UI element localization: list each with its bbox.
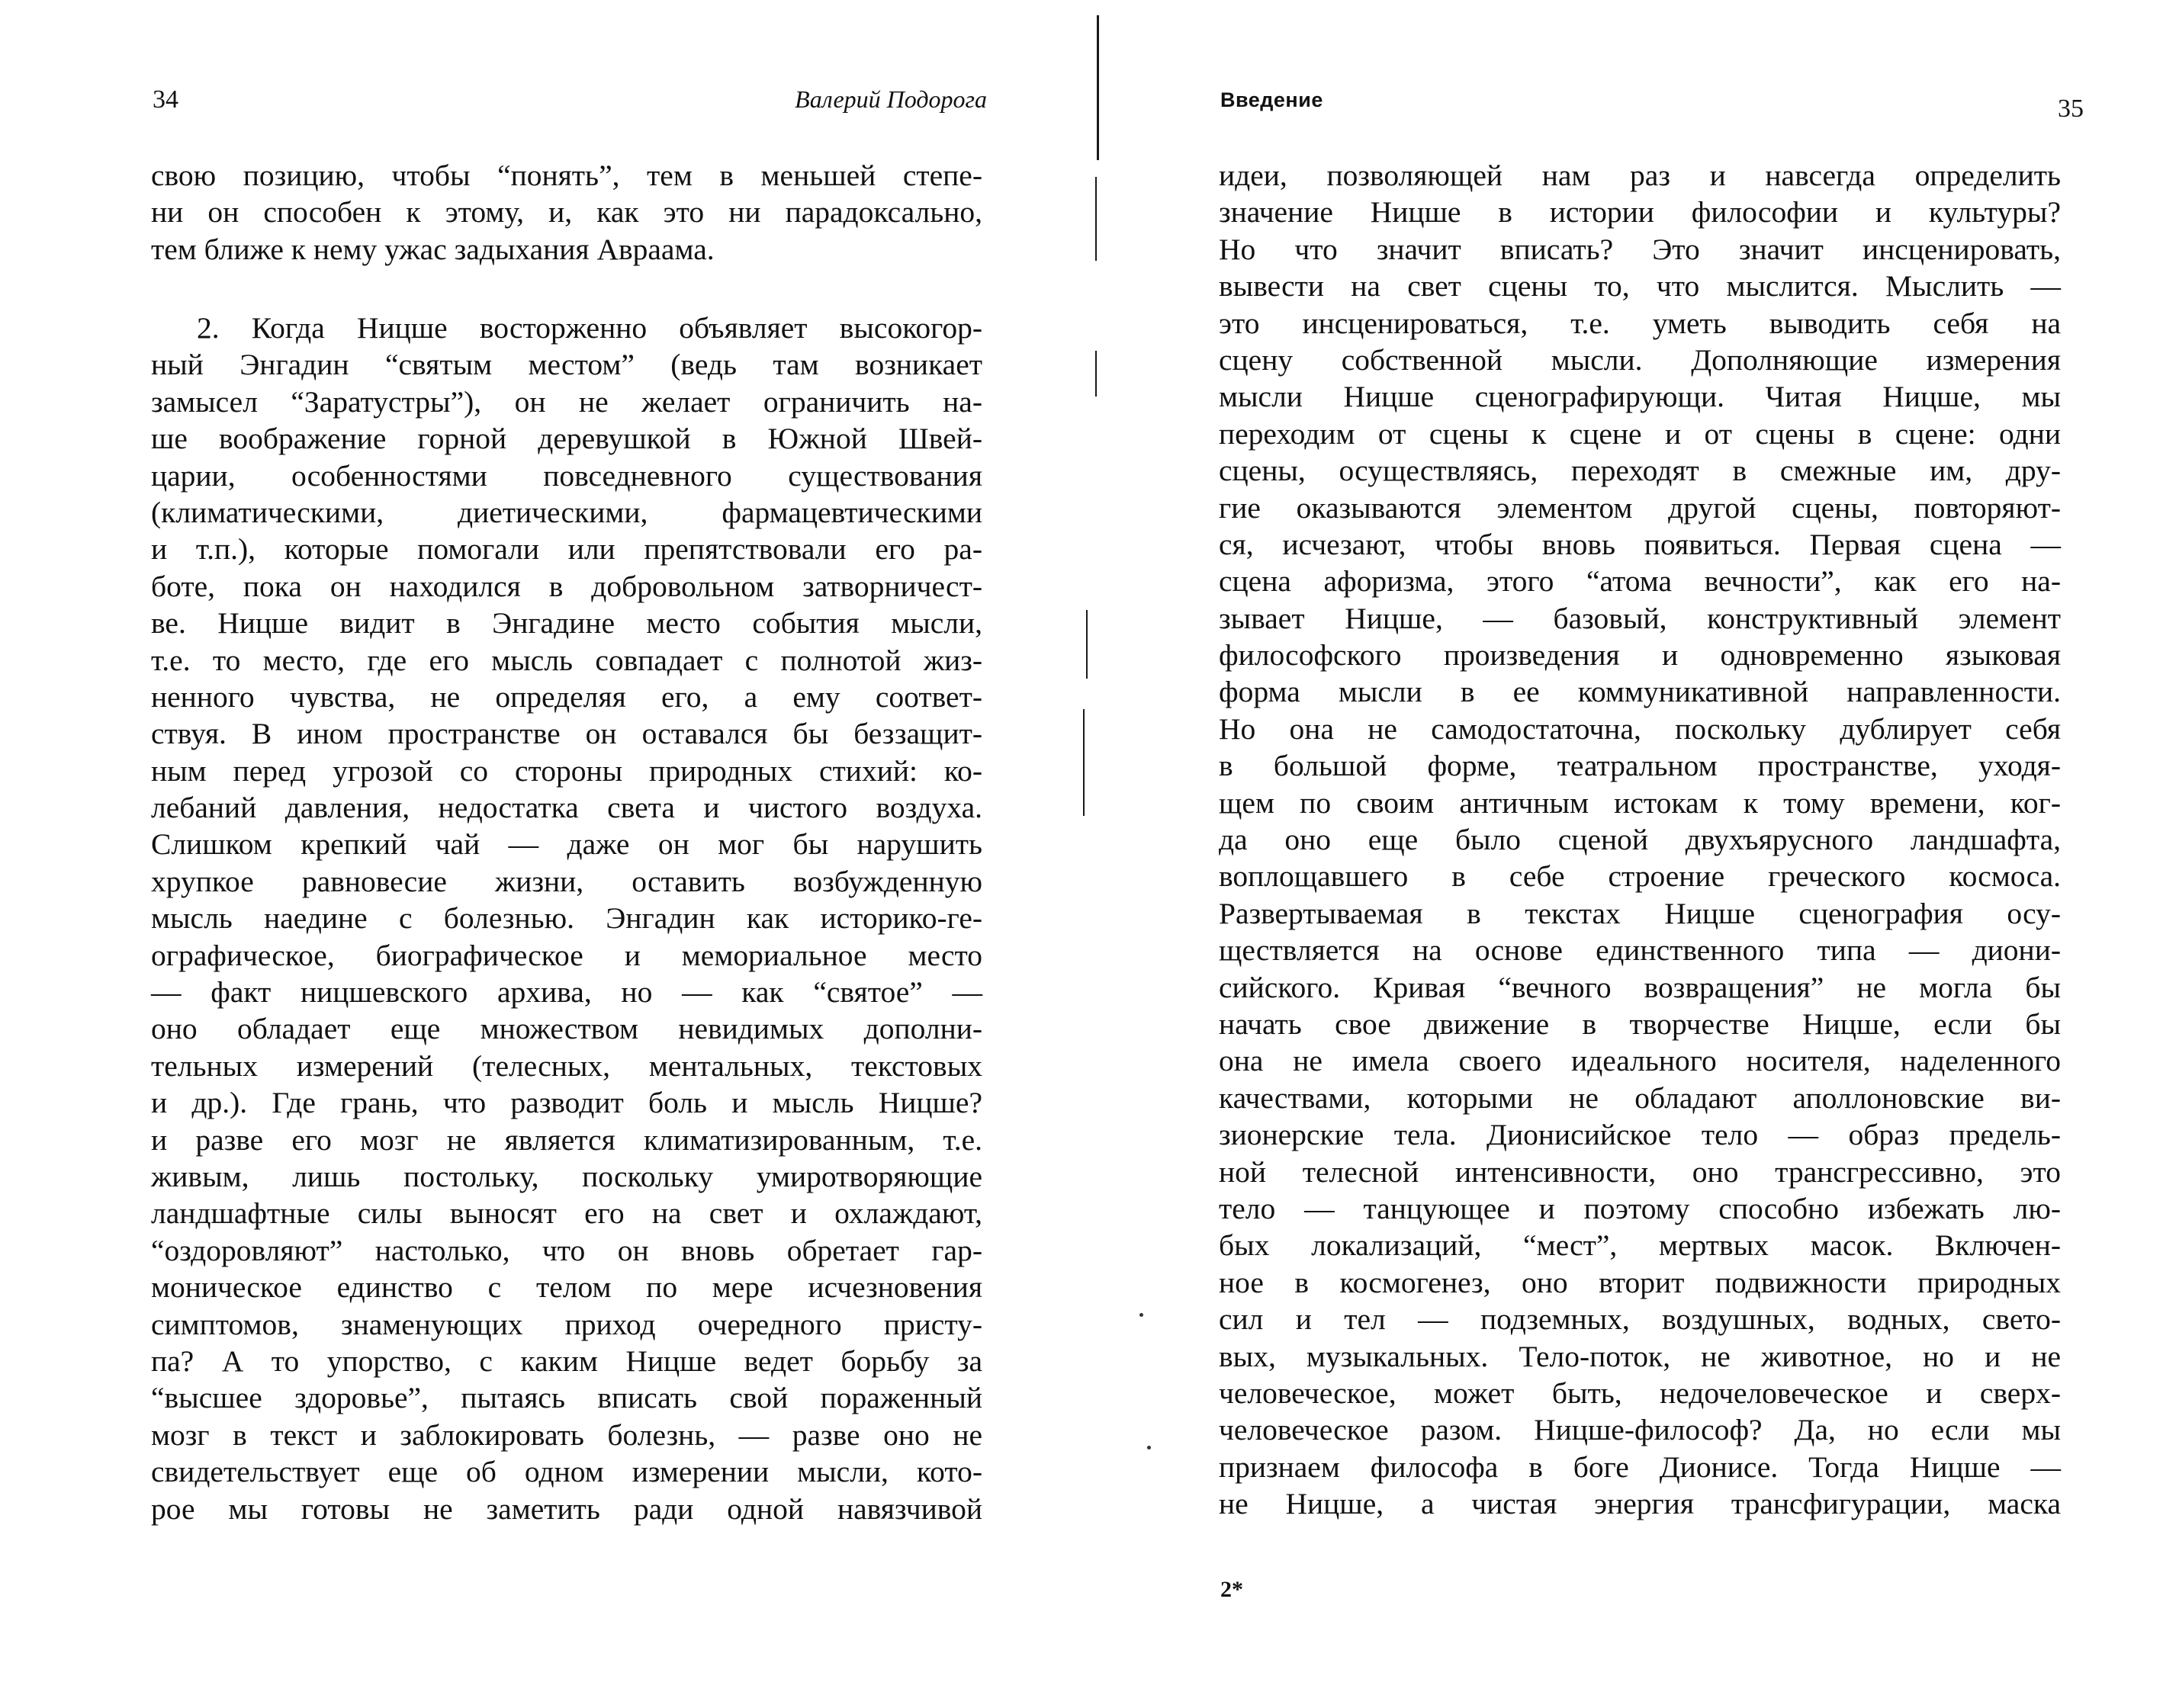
paragraph-1 [151, 157, 982, 268]
text-line: не Ницше, а чистая энергия трансфигурации, маска [1219, 1487, 2061, 1521]
text-line: ществляется на основе единственного типа — диони- [1219, 933, 2061, 968]
text-line: 2. Когда Ницше восторженно объявляет высокогор- [197, 311, 982, 345]
text-line: симптомов, знаменующих приход очередного присту- [151, 1307, 982, 1341]
text-line: ное в космогенез, оно вторит подвижности природных [1219, 1265, 2061, 1299]
text-line: мысли Ницше сценографирующи. Читая Ницше, мы [1219, 380, 2061, 414]
page-number-right: 35 [2058, 95, 2084, 123]
right-page [1082, 0, 2163, 1708]
text-line: Развертываемая в текстах Ницше сценография осу- [1219, 896, 2061, 930]
text-line: (климатическими, диетическими, фармацевтическими [151, 495, 982, 529]
printer-signature-mark: 2* [1220, 1577, 1243, 1602]
text-line: значение Ницше в истории философии и культуры? [1219, 195, 2061, 230]
text-line: это инсценироваться, т.е. уметь выводить себя на [1219, 306, 2061, 340]
text-line: т.е. то место, где его мысль совпадает с полнотой жиз- [151, 643, 982, 677]
text-line: зионерские тела. Дионисийское тело — образ предель- [1219, 1118, 2061, 1152]
text-line: воплощавшего в себе строение греческого космоса. [1219, 859, 2061, 894]
text-line: начать свое движение в творчестве Ницше, если бы [1219, 1006, 2061, 1041]
text-line: Слишком крепкий чай — даже он мог бы нарушить [151, 827, 982, 862]
paragraph-2 [151, 310, 982, 1527]
text-line: ся, исчезают, чтобы вновь появиться. Первая сцена — [1219, 527, 2061, 561]
text-line: мысль наедине с болезнью. Энгадин как историко-ге- [151, 901, 982, 936]
text-line: моническое единство с телом по мере исчезновения [151, 1270, 982, 1305]
text-line: вых, музыкальных. Тело-поток, не животное, но и не [1219, 1339, 2061, 1373]
text-line: мозг в текст и заблокировать болезнь, — разве оно не [151, 1417, 982, 1452]
running-head-section: Введение [1220, 88, 1323, 111]
text-line: Но она не самодостаточна, поскольку дублирует себя [1219, 711, 2061, 746]
text-line: ненного чувства, не определяя его, а ему соответ- [151, 679, 982, 714]
text-line: па? А то упорство, с каким Ницше ведет борьбу за [151, 1344, 982, 1378]
text-line: и разве его мозг не является климатизированным, т.е. [151, 1122, 982, 1157]
text-line: лебаний давления, недостатка света и чистого воздуха. [151, 791, 982, 825]
text-line: качествами, которыми не обладают аполлоновские ви- [1219, 1080, 2061, 1115]
text-line: царии, особенностями повседневного существования [151, 458, 982, 493]
text-line: и др.). Где грань, что разводит боль и мысль Ницше? [151, 1086, 982, 1120]
page-number-left: 34 [153, 85, 178, 114]
text-line: боте, пока он находился в добровольном затворничест- [151, 569, 982, 603]
text-line: замысел “Заратустры”), он не желает ограничить на- [151, 384, 982, 419]
text-line: сцену собственной мысли. Дополняющие измерения [1219, 342, 2061, 377]
text-line: в большой форме, театральном пространстве, уходя- [1219, 749, 2061, 783]
text-line: ной телесной интенсивности, оно трансгрессивно, это [1219, 1154, 2061, 1189]
text-line: тельных измерений (телесных, ментальных, текстовых [151, 1048, 982, 1083]
text-line: ным перед угрозой со стороны природных стихий: ко- [151, 753, 982, 788]
text-line: сцена афоризма, этого “атома вечности”, как его на- [1219, 564, 2061, 599]
text-line: ни он способен к этому, и, как это ни парадоксально, [151, 195, 982, 230]
text-line: ве. Ницше видит в Энгадине место события мысли, [151, 606, 982, 640]
text-line: идеи, позволяющей нам раз и навсегда определить [1219, 159, 2061, 192]
text-line: сийского. Кривая “вечного возвращения” не могла бы [1219, 970, 2061, 1004]
text-line: и т.п.), которые помогали или препятствовали его ра- [151, 532, 982, 567]
text-line: тело — танцующее и поэтому способно избежать лю- [1219, 1191, 2061, 1225]
text-line: она не имела своего идеального носителя, наделенного [1219, 1044, 2061, 1078]
text-line: “высшее здоровье”, пытаясь вписать свой пораженный [151, 1381, 982, 1415]
text-line: признаем философа в боге Дионисе. Тогда Ницше — [1219, 1450, 2061, 1484]
text-line: философского произведения и одновременно языковая [1219, 638, 2061, 673]
text-line: переходим от сцены к сцене и от сцены в сцене: одни [1219, 416, 2061, 451]
text-line: гие оказываются элементом другой сцены, повторяют- [1219, 490, 2061, 525]
paragraph-continued [1219, 157, 2061, 1522]
text-line: сил и тел — подземных, воздушных, водных, свето- [1219, 1302, 2061, 1337]
text-line: свидетельствует еще об одном измерении мысли, кото- [151, 1455, 982, 1489]
text-line: “оздоровляют” настолько, что он вновь обретает гар- [151, 1233, 982, 1267]
text-line: ше воображение горной деревушкой в Южной Швей- [151, 422, 982, 456]
text-line: щем по своим античным истокам к тому времени, ког- [1219, 785, 2061, 820]
text-line: Но что значит вписать? Это значит инсценировать, [1219, 232, 2061, 266]
text-line: ографическое, биографическое и мемориальное место [151, 938, 982, 972]
text-line: оно обладает еще множеством невидимых дополни- [151, 1012, 982, 1046]
text-line: сцены, осуществляясь, переходят в смежные им, дру- [1219, 454, 2061, 488]
text-line: тем ближе к нему ужас задыхания Авраама. [151, 232, 715, 266]
text-line: зывает Ницше, — базовый, конструктивный элемент [1219, 601, 2061, 635]
text-line: да оно еще было сценой двухъярусного ландшафта, [1219, 823, 2061, 857]
text-line: вывести на свет сцены то, что мыслится. Мыслить — [1219, 269, 2061, 303]
text-line: свою позицию, чтобы “понять”, тем в меньшей степе- [151, 159, 982, 192]
text-line: ствуя. В ином пространстве он оставался бы беззащит- [151, 717, 982, 751]
text-line: ландшафтные силы выносят его на свет и охлаждают, [151, 1196, 982, 1231]
text-line: человеческое, может быть, недочеловеческое и сверх- [1219, 1376, 2061, 1410]
text-line: ный Энгадин “святым местом” (ведь там возникает [151, 348, 982, 382]
text-line: живым, лишь постольку, поскольку умиротворяющие [151, 1159, 982, 1193]
text-line: рое мы готовы не заметить ради одной навязчивой [151, 1491, 982, 1526]
running-head-author: Валерий Подорога [795, 85, 987, 113]
text-line: бых локализаций, “мест”, мертвых масок. Включен- [1219, 1228, 2061, 1263]
text-line: — факт ницшевского архива, но — как “святое” — [151, 975, 982, 1010]
text-line: форма мысли в ее коммуникативной направленности. [1219, 675, 2061, 709]
text-line: человеческое разом. Ницше-философ? Да, но если мы [1219, 1413, 2061, 1447]
text-line: хрупкое равновесие жизни, оставить возбужденную [151, 864, 982, 898]
